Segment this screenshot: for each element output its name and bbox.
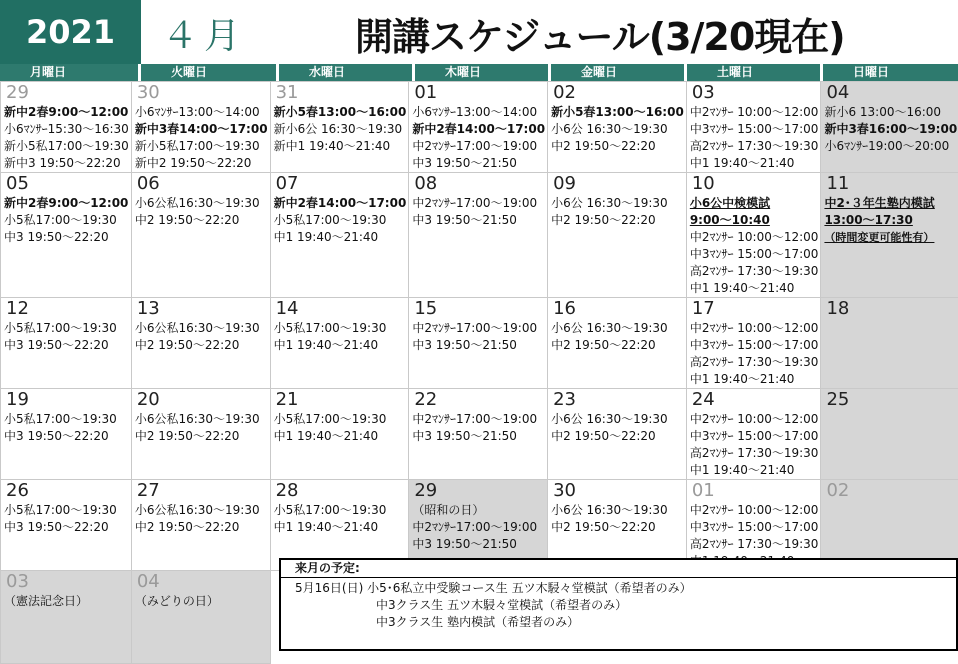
schedule-entry: 新小6 13:00～16:00 [824, 104, 957, 121]
schedule-entry: 新中3 19:50～22:20 [4, 155, 129, 172]
calendar-day-cell [548, 173, 687, 298]
next-month-box [279, 558, 958, 651]
day-number: 04 [137, 571, 268, 593]
schedule-entry: 中1 19:40～21:40 [690, 371, 819, 388]
schedule-entry: （時間変更可能性有） [824, 229, 957, 246]
schedule-entry: 小6公 16:30～19:30 [551, 195, 684, 212]
schedule-entry: 中3 19:50～21:50 [412, 155, 545, 172]
calendar-day-cell [821, 389, 958, 480]
day-number: 14 [276, 298, 407, 320]
calendar-day-cell [548, 82, 687, 173]
schedule-entry: 小5私17:00～19:30 [274, 320, 407, 337]
calendar-day-cell [548, 389, 687, 480]
schedule-entry: 中2 19:50～22:20 [551, 428, 684, 445]
schedule-entry: 小5私17:00～19:30 [274, 411, 407, 428]
schedule-entry: 中3 19:50～21:50 [412, 536, 545, 553]
calendar-week [1, 389, 958, 480]
schedule-entry: 高2ﾏﾝｻｰ 17:30～19:30 [690, 445, 819, 462]
schedule-entry: 中2ﾏﾝｻｰ17:00～19:00 [412, 195, 545, 212]
day-number: 02 [553, 82, 684, 104]
schedule-entry: 小6公私16:30～19:30 [135, 502, 268, 519]
weekday-header: 火曜日 [141, 64, 279, 81]
schedule-entry: 中1 19:40～21:40 [274, 229, 407, 246]
schedule-entry: 新中1 19:40～21:40 [274, 138, 407, 155]
schedule-entry: 小6ﾏﾝｻｰ13:00～14:00 [412, 104, 545, 121]
day-number: 06 [137, 173, 268, 195]
schedule-entry: 新中2春14:00～17:00 [274, 195, 407, 212]
schedule-entry: 中2 19:50～22:20 [551, 337, 684, 354]
schedule-entry: 中2ﾏﾝｻｰ 10:00～12:00 [690, 229, 819, 246]
schedule-entry: 中3 19:50～21:50 [412, 428, 545, 445]
schedule-entry: （みどりの日） [135, 593, 268, 610]
calendar-day-cell [686, 82, 821, 173]
day-number: 08 [414, 173, 545, 195]
schedule-entry: 新小5春13:00～16:00 [274, 104, 407, 121]
schedule-entry: 中1 19:40～21:40 [274, 428, 407, 445]
next-month-row: 中3クラス生 五ツ木駸々堂模試（希望者のみ） [281, 597, 956, 614]
day-number: 16 [553, 298, 684, 320]
schedule-entry: 中3 19:50～22:20 [4, 337, 129, 354]
day-number: 20 [137, 389, 268, 411]
schedule-entry: 中2ﾏﾝｻｰ 10:00～12:00 [690, 104, 819, 121]
schedule-entry: 中2 19:50～22:20 [551, 212, 684, 229]
schedule-entry: 新中2春14:00～17:00 [412, 121, 545, 138]
weekday-header: 日曜日 [823, 64, 958, 81]
year-label: 2021 [0, 0, 141, 64]
calendar-day-cell [1, 298, 132, 389]
schedule-entry: 中3 19:50～21:50 [412, 337, 545, 354]
calendar-day-cell [131, 389, 270, 480]
schedule-entry: 中1 19:40～21:40 [690, 155, 819, 172]
calendar-day-cell [409, 298, 548, 389]
schedule-entry: 小6公私16:30～19:30 [135, 320, 268, 337]
schedule-entry: 小5私17:00～19:30 [4, 212, 129, 229]
schedule-entry: 小6ﾏﾝｻｰ13:00～14:00 [135, 104, 268, 121]
schedule-entry: 中2 19:50～22:20 [135, 337, 268, 354]
calendar-day-cell [548, 298, 687, 389]
schedule-entry: 高2ﾏﾝｻｰ 17:30～19:30 [690, 138, 819, 155]
calendar-week [1, 480, 958, 571]
schedule-entry: 中3ﾏﾝｻｰ 15:00～17:00 [690, 337, 819, 354]
calendar-day-cell [1, 389, 132, 480]
schedule-entry: 小5私17:00～19:30 [274, 212, 407, 229]
schedule-entry: 小5私17:00～19:30 [274, 502, 407, 519]
month-label: ４月 [162, 6, 246, 60]
schedule-entry: 中3 19:50～22:20 [4, 519, 129, 536]
schedule-entry: 小5私17:00～19:30 [4, 411, 129, 428]
day-number: 15 [414, 298, 545, 320]
schedule-entry: 新中2春9:00～12:00 [4, 104, 129, 121]
schedule-entry: 小6公 16:30～19:30 [551, 502, 684, 519]
day-number: 04 [826, 82, 957, 104]
day-number: 02 [826, 480, 957, 502]
calendar-day-cell [131, 571, 270, 664]
weekday-header-row [0, 64, 958, 81]
schedule-entry: 高2ﾏﾝｻｰ 17:30～19:30 [690, 354, 819, 371]
day-number: 30 [137, 82, 268, 104]
schedule-entry: 新中3春14:00～17:00 [135, 121, 268, 138]
calendar-day-cell [270, 298, 409, 389]
calendar-day-cell [270, 82, 409, 173]
schedule-entry: 新小5私17:00～19:30 [135, 138, 268, 155]
day-number: 26 [6, 480, 129, 502]
schedule-entry: 9:00～10:40 [690, 212, 819, 229]
day-number: 03 [6, 571, 129, 593]
schedule-entry: 小5私17:00～19:30 [4, 502, 129, 519]
day-number: 28 [276, 480, 407, 502]
calendar-week [1, 82, 958, 173]
calendar-day-cell [686, 480, 821, 571]
day-number: 17 [692, 298, 819, 320]
schedule-entry: 中2･３年生塾内模試 [824, 195, 957, 212]
schedule-entry: 中3ﾏﾝｻｰ 15:00～17:00 [690, 246, 819, 263]
schedule-entry: 中2 19:50～22:20 [551, 519, 684, 536]
schedule-entry: （憲法記念日） [4, 593, 129, 610]
schedule-entry: 中3ﾏﾝｻｰ 15:00～17:00 [690, 519, 819, 536]
page-title: 開講スケジュール(3/20現在) [355, 6, 845, 60]
day-number: 29 [414, 480, 545, 502]
day-number: 27 [137, 480, 268, 502]
day-number: 07 [276, 173, 407, 195]
weekday-header: 月曜日 [0, 64, 141, 81]
schedule-entry: 中2 19:50～22:20 [135, 519, 268, 536]
day-number: 31 [276, 82, 407, 104]
calendar-day-cell [270, 173, 409, 298]
schedule-entry: 中3 19:50～22:20 [4, 428, 129, 445]
schedule-entry: 13:00～17:30 [824, 212, 957, 229]
schedule-entry: 中2 19:50～22:20 [135, 428, 268, 445]
schedule-entry: 新中2春9:00～12:00 [4, 195, 129, 212]
day-number: 30 [553, 480, 684, 502]
calendar-day-cell [548, 480, 687, 571]
schedule-entry: 中1 19:40～21:40 [274, 519, 407, 536]
schedule-entry: 小6公中検模試 [690, 195, 819, 212]
day-number: 12 [6, 298, 129, 320]
schedule-entry: 小6公 16:30～19:30 [551, 411, 684, 428]
calendar-day-cell [686, 173, 821, 298]
day-number: 01 [414, 82, 545, 104]
day-number: 05 [6, 173, 129, 195]
schedule-entry: 新小6公 16:30～19:30 [274, 121, 407, 138]
schedule-entry: 中3ﾏﾝｻｰ 15:00～17:00 [690, 121, 819, 138]
schedule-entry: 中1 19:40～21:40 [274, 337, 407, 354]
calendar-week [1, 173, 958, 298]
day-number: 19 [6, 389, 129, 411]
schedule-entry: 小6公 16:30～19:30 [551, 121, 684, 138]
schedule-entry: 中2ﾏﾝｻｰ17:00～19:00 [412, 320, 545, 337]
calendar-day-cell [270, 480, 409, 571]
schedule-entry: 中3 19:50～22:20 [4, 229, 129, 246]
schedule-entry: 小6公 16:30～19:30 [551, 320, 684, 337]
schedule-entry: 高2ﾏﾝｻｰ 17:30～19:30 [690, 536, 819, 553]
calendar-day-cell [409, 389, 548, 480]
calendar-week [1, 298, 958, 389]
calendar-day-cell [686, 389, 821, 480]
schedule-entry: 中3 19:50～21:50 [412, 212, 545, 229]
day-number: 22 [414, 389, 545, 411]
weekday-header: 水曜日 [279, 64, 415, 81]
calendar-day-cell [270, 389, 409, 480]
schedule-entry: 小6公私16:30～19:30 [135, 195, 268, 212]
schedule-entry: 小6公私16:30～19:30 [135, 411, 268, 428]
schedule-entry: 中1 19:40～21:40 [690, 280, 819, 297]
calendar-day-cell [1, 173, 132, 298]
schedule-entry: 新小5春13:00～16:00 [551, 104, 684, 121]
calendar-day-cell [1, 480, 132, 571]
calendar-day-cell [409, 480, 548, 571]
schedule-entry: 中2ﾏﾝｻｰ17:00～19:00 [412, 138, 545, 155]
schedule-entry: 中1 19:40～21:40 [690, 462, 819, 479]
calendar-day-cell [821, 480, 958, 571]
day-number: 29 [6, 82, 129, 104]
schedule-entry: 中2ﾏﾝｻｰ 10:00～12:00 [690, 411, 819, 428]
day-number: 10 [692, 173, 819, 195]
day-number: 23 [553, 389, 684, 411]
day-number: 24 [692, 389, 819, 411]
day-number: 13 [137, 298, 268, 320]
schedule-entry: 中2ﾏﾝｻｰ17:00～19:00 [412, 411, 545, 428]
schedule-entry: 中2 19:50～22:20 [135, 212, 268, 229]
schedule-entry: 小6ﾏﾝｻｰ19:00～20:00 [824, 138, 957, 155]
schedule-entry: 高2ﾏﾝｻｰ 17:30～19:30 [690, 263, 819, 280]
day-number: 21 [276, 389, 407, 411]
calendar-day-cell [1, 82, 132, 173]
calendar-day-cell [409, 173, 548, 298]
calendar-day-cell [821, 298, 958, 389]
weekday-header: 土曜日 [687, 64, 823, 81]
calendar-day-cell [1, 571, 132, 664]
next-month-row: 中3クラス生 塾内模試（希望者のみ） [281, 614, 956, 631]
schedule-entry: 中2ﾏﾝｻｰ 10:00～12:00 [690, 502, 819, 519]
next-month-heading: 来月の予定: [281, 560, 956, 578]
weekday-header: 金曜日 [551, 64, 687, 81]
schedule-entry: 中2ﾏﾝｻｰ 10:00～12:00 [690, 320, 819, 337]
schedule-entry: （昭和の日） [412, 502, 545, 519]
calendar-day-cell [409, 82, 548, 173]
calendar-day-cell [131, 173, 270, 298]
calendar-day-cell [821, 173, 958, 298]
schedule-entry: 中2ﾏﾝｻｰ17:00～19:00 [412, 519, 545, 536]
schedule-entry: 中2 19:50～22:20 [551, 138, 684, 155]
next-month-row: 5月16日(日) 小5･6私立中受験コース生 五ツ木駸々堂模試（希望者のみ） [281, 580, 956, 597]
schedule-entry: 中3ﾏﾝｻｰ 15:00～17:00 [690, 428, 819, 445]
schedule-entry: 新中2 19:50～22:20 [135, 155, 268, 172]
weekday-header: 木曜日 [415, 64, 551, 81]
schedule-entry: 新中3春16:00～19:00 [824, 121, 957, 138]
schedule-entry: 小6ﾏﾝｻｰ15:30～16:30 [4, 121, 129, 138]
day-number: 18 [826, 298, 957, 320]
calendar-day-cell [686, 298, 821, 389]
day-number: 11 [826, 173, 957, 195]
calendar-day-cell [821, 82, 958, 173]
day-number: 03 [692, 82, 819, 104]
calendar-day-cell [131, 480, 270, 571]
calendar-day-cell [131, 298, 270, 389]
day-number: 09 [553, 173, 684, 195]
day-number: 25 [826, 389, 957, 411]
calendar-day-cell [131, 82, 270, 173]
schedule-entry: 小5私17:00～19:30 [4, 320, 129, 337]
day-number: 01 [692, 480, 819, 502]
schedule-entry: 新小5私17:00～19:30 [4, 138, 129, 155]
